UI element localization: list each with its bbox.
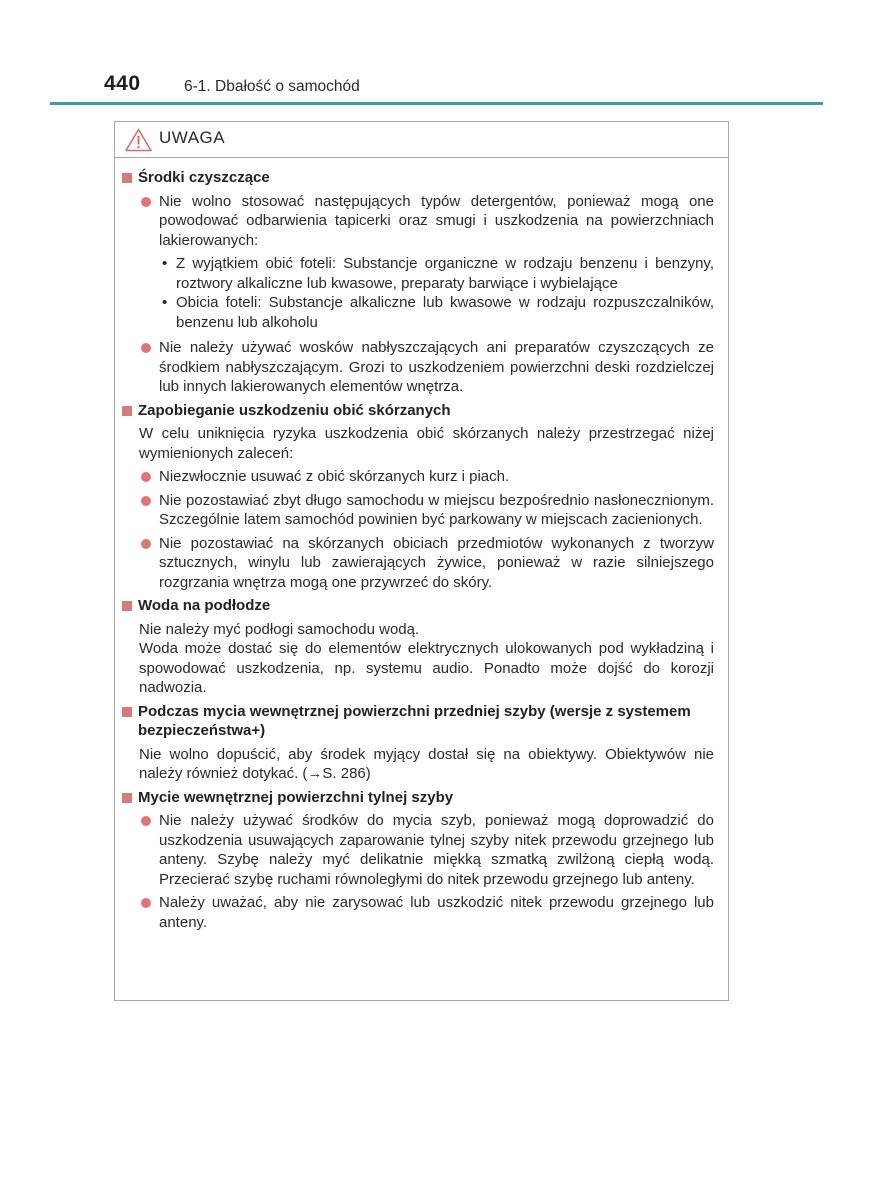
paragraph: Nie należy myć podłogi samochodu wodą. [139, 620, 420, 638]
list-item: Nie należy używać wosków nabłyszczających ani preparatów czyszczących ze środkiem nabłyszczającym. Grozi to uszkodzeniem powierzchni deski rozdzielczej lub innych lakierowanych elementów wnętrza. [115, 338, 728, 397]
section-heading: Woda na podłodze [115, 596, 728, 616]
section-title: 6-1. Dbałość o samochód [184, 78, 360, 95]
paragraph: Woda może dostać się do elementów elektrycznych ulokowanych pod wykładziną i spowodować uszkodzenia, np. systemu audio. Ponadto może dojść do korozji nadwozia. [139, 640, 714, 696]
warning-header [115, 122, 728, 158]
small-bullet-icon: • [162, 255, 168, 272]
round-bullet-icon [141, 898, 151, 908]
list-item: Niezwłocznie usuwać z obić skórzanych kurz i piach. [115, 467, 728, 487]
round-bullet-icon [141, 197, 151, 207]
warning-box [114, 121, 729, 1001]
warning-title: UWAGA [159, 128, 226, 147]
round-bullet-icon [141, 816, 151, 826]
sub-list-item: • Z wyjątkiem obić foteli: Substancje organiczne w rodzaju benzenu i benzyny, roztwory alkaliczne lub kwasowe, preparaty barwiące i wybielające [162, 255, 714, 292]
round-bullet-icon [141, 539, 151, 549]
list-item: Nie wolno stosować następujących typów detergentów, ponieważ mogą one powodować odbarwienia tapicerki oraz smugi i uszkodzenia na powierzchniach lakierowanych: [115, 192, 728, 251]
list-item: Nie pozostawiać na skórzanych obiciach przedmiotów wykonanych z tworzyw sztucznych, winylu lub zawierających żywice, ponieważ w razie silniejszego rozgrzania wnętrza mogą one przywrzeć do skóry. [115, 534, 728, 593]
square-bullet-icon [122, 707, 132, 717]
round-bullet-icon [141, 343, 151, 353]
square-bullet-icon [122, 406, 132, 416]
warning-content [115, 168, 728, 936]
square-bullet-icon [122, 793, 132, 803]
paragraph: W celu uniknięcia ryzyka uszkodzenia obić skórzanych należy przestrzegać niżej wymienionych zaleceń: [139, 425, 714, 462]
sub-list-item: • Obicia foteli: Substancje alkaliczne lub kwasowe w rodzaju rozpuszczalników, benzenu lub alkoholu [162, 294, 714, 331]
warning-triangle-icon [125, 128, 152, 152]
paragraph: Nie wolno dopuścić, aby środek myjący dostał się na obiektywy. Obiektywów nie należy również dotykać. (→S. 286) [139, 745, 714, 782]
round-bullet-icon [141, 472, 151, 482]
page-number: 440 [104, 72, 141, 95]
section-heading: Mycie wewnętrznej powierzchni tylnej szyby [115, 788, 728, 808]
section-heading: Środki czyszczące [115, 168, 728, 188]
small-bullet-icon: • [162, 294, 168, 311]
header-rule [50, 102, 823, 105]
list-item: Nie należy używać środków do mycia szyb, ponieważ mogą doprowadzić do uszkodzenia usuwających zaparowanie tylnej szyby nitek przewodu grzejnego lub anteny. Szybę należy myć delikatnie miękką szmatką zwilżoną ciepłą wodą. Przecierać szybę ruchami równoległymi do nitek przewodu grzejnego lub anteny. [115, 811, 728, 889]
square-bullet-icon [122, 173, 132, 183]
list-item: Należy uważać, aby nie zarysować lub uszkodzić nitek przewodu grzejnego lub anteny. [115, 893, 728, 932]
round-bullet-icon [141, 496, 151, 506]
square-bullet-icon [122, 601, 132, 611]
section-heading: Zapobieganie uszkodzeniu obić skórzanych [115, 401, 728, 421]
list-item: Nie pozostawiać zbyt długo samochodu w miejscu bezpośrednio nasłonecznionym. Szczególnie latem samochód powinien być parkowany w miejscach zacienionych. [115, 491, 728, 530]
section-heading: Podczas mycia wewnętrznej powierzchni przedniej szyby (wersje z systemem bezpieczeństwa+) [115, 702, 728, 741]
